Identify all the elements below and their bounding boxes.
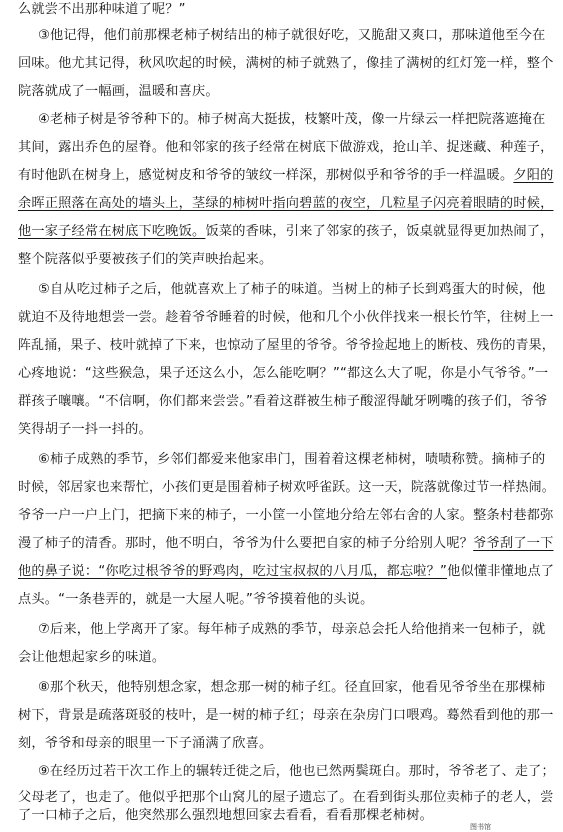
footer-stamp: 图书馆 bbox=[470, 823, 491, 831]
paragraph-7-line-1: ⑦后来，他上学离开了家。每年柿子成熟的季节，母亲总会托人给他捎来一包柿子，就 bbox=[38, 622, 546, 637]
paragraph-3-line-3: 院落就成了一幅画，温暖和喜庆。 bbox=[18, 84, 219, 99]
underlined-sentence: 余晖正照落在高处的墙头上，茎绿的柿树叶指向碧蓝的夜空，几粒星子闪亮着眼睛的时候， bbox=[18, 196, 554, 211]
paragraph-4-line-5: 他一家子经常在树底下吃晚饭。饭菜的香味，引来了邻家的孩子，饭桌就显得更加热闹了， bbox=[18, 224, 554, 239]
paragraph-5-line-2: 就迫不及待地想尝一尝。趁着爷爷睡着的时候，他和几个小伙伴找来一根长竹竿，往树上一 bbox=[18, 310, 554, 325]
paragraph-3-line-2: 回味。他尤其记得，秋风吹起的时候，满树的柿子就熟了，像挂了满树的红灯笼一样，整个 bbox=[18, 56, 554, 71]
paragraph-4-line-2: 其间，露出乔色的屋脊。他和邻家的孩子经常在树底下做游戏，抢山羊、捉迷藏、种莲子， bbox=[18, 140, 554, 155]
paragraph-6-line-1: ⑥柿子成熟的季节，乡邻们都爱来他家串门，围着着这棵老柿树，啧啧称赞。摘柿子的 bbox=[38, 452, 546, 467]
paragraph-5-line-1: ⑤自从吃过柿子之后，他就喜欢上了柿子的味道。当树上的柿子长到鸡蛋大的时候，他 bbox=[38, 282, 546, 297]
paragraph-9-line-2: 父母老了，也走了。他似乎把那个山窝儿的屋子遗忘了。在看到街头那位卖柿子的老人，尝 bbox=[18, 790, 554, 805]
paragraph-4-line-3: 有时他趴在树身上，感觉树皮和爷爷的皱纹一样深，那树似乎和爷爷的手一样温暖。夕阳的 bbox=[18, 168, 554, 183]
paragraph-6-line-2: 时候，邻居家也来帮忙，小孩们更是围着柿子树欢呼雀跃。这一天，院落就像过节一样热闹。 bbox=[18, 480, 555, 495]
underlined-sentence: 他的鼻子说：“你吃过根爷爷的野鸡肉，吃过宝叔叔的八月瓜，都忘啦？” bbox=[18, 564, 448, 579]
underlined-sentence: 他一家子经常在树底下吃晚饭。 bbox=[18, 224, 206, 239]
paragraph-8-line-2: 树下，背景是疏落斑驳的枝叶，是一树的柿子红；母亲在杂房门口喂鸡。蓦然看到他的那一 bbox=[18, 708, 554, 723]
underlined-sentence: 爷爷刮了一下 bbox=[473, 536, 554, 551]
text-line: 么就尝不出那种味道了呢？” bbox=[18, 2, 186, 17]
paragraph-5-line-6: 笑得胡子一抖一抖的。 bbox=[18, 422, 152, 437]
paragraph-3-line-1: ③他记得，他们前那棵老柿子树结出的柿子就很好吃，又脆甜又爽口，那味道他至今在 bbox=[38, 28, 546, 43]
paragraph-9-line-3: 了一口柿子之后，他突然那么强烈地想回家去看看，看看那棵老柿树。 bbox=[18, 808, 434, 823]
paragraph-6-line-3: 爷爷一户一户上门，把摘下来的柿子，一小筐一小筐地分给左邻右舍的人家。整条村巷都弥 bbox=[18, 508, 554, 523]
paragraph-6-line-6: 点头。“一条巷弄的，就是一大屋人呢。”爷爷摸着他的头说。 bbox=[18, 592, 374, 607]
paragraph-4-line-4 bbox=[18, 194, 554, 214]
paragraph-8-line-1: ⑧那个秋天，他特别想念家，想念那一树的柿子红。径直回家，他看见爷爷坐在那棵柿 bbox=[38, 680, 546, 695]
paragraph-5-line-4: 心疼地说：“这些猴急，果子还这么小，怎么能吃啊？”“都这么大了呢，你是小气爷爷。”一 bbox=[18, 366, 549, 381]
underlined-sentence: 夕阳的 bbox=[513, 168, 554, 183]
paragraph-4-line-1: ④老柿子树是爷爷种下的。柿子树高大挺拔，枝繁叶茂，像一片绿云一样把院落遮掩在 bbox=[38, 112, 546, 127]
paragraph-6-line-5: 他的鼻子说：“你吃过根爷爷的野鸡肉，吃过宝叔叔的八月瓜，都忘啦？”他似懂非懂地点了 bbox=[18, 564, 555, 579]
paragraph-7-line-2: 会让他想起家乡的味道。 bbox=[18, 650, 166, 665]
paragraph-5-line-5: 群孩子嚷嚷。“不信啊，你们都来尝尝。”看着这群被生柿子酸涩得龇牙咧嘴的孩子们，爷爷 bbox=[18, 394, 548, 409]
paragraph-4-line-6: 整个院落似乎要被孩子们的笑声映抬起来。 bbox=[18, 252, 273, 267]
paragraph-9-line-1: ⑨在经历过若干次工作上的辗转迁徙之后，他也已然两鬓斑白。那时，爷爷老了、走了； bbox=[38, 764, 555, 779]
paragraph-8-line-3: 刻，爷爷和母亲的眼里一下子涌满了欣喜。 bbox=[18, 736, 273, 751]
paragraph-6-line-4: 漫了柿子的清香。那时，他不明白，爷爷为什么要把自家的柿子分给别人呢？爷爷刮了一下 bbox=[18, 536, 554, 551]
paragraph-5-line-3: 阵乱捅，果子、枝叶就掉了下来，也惊动了屋里的爷爷。爷爷捡起地上的断枝、残伤的青果， bbox=[18, 338, 555, 353]
